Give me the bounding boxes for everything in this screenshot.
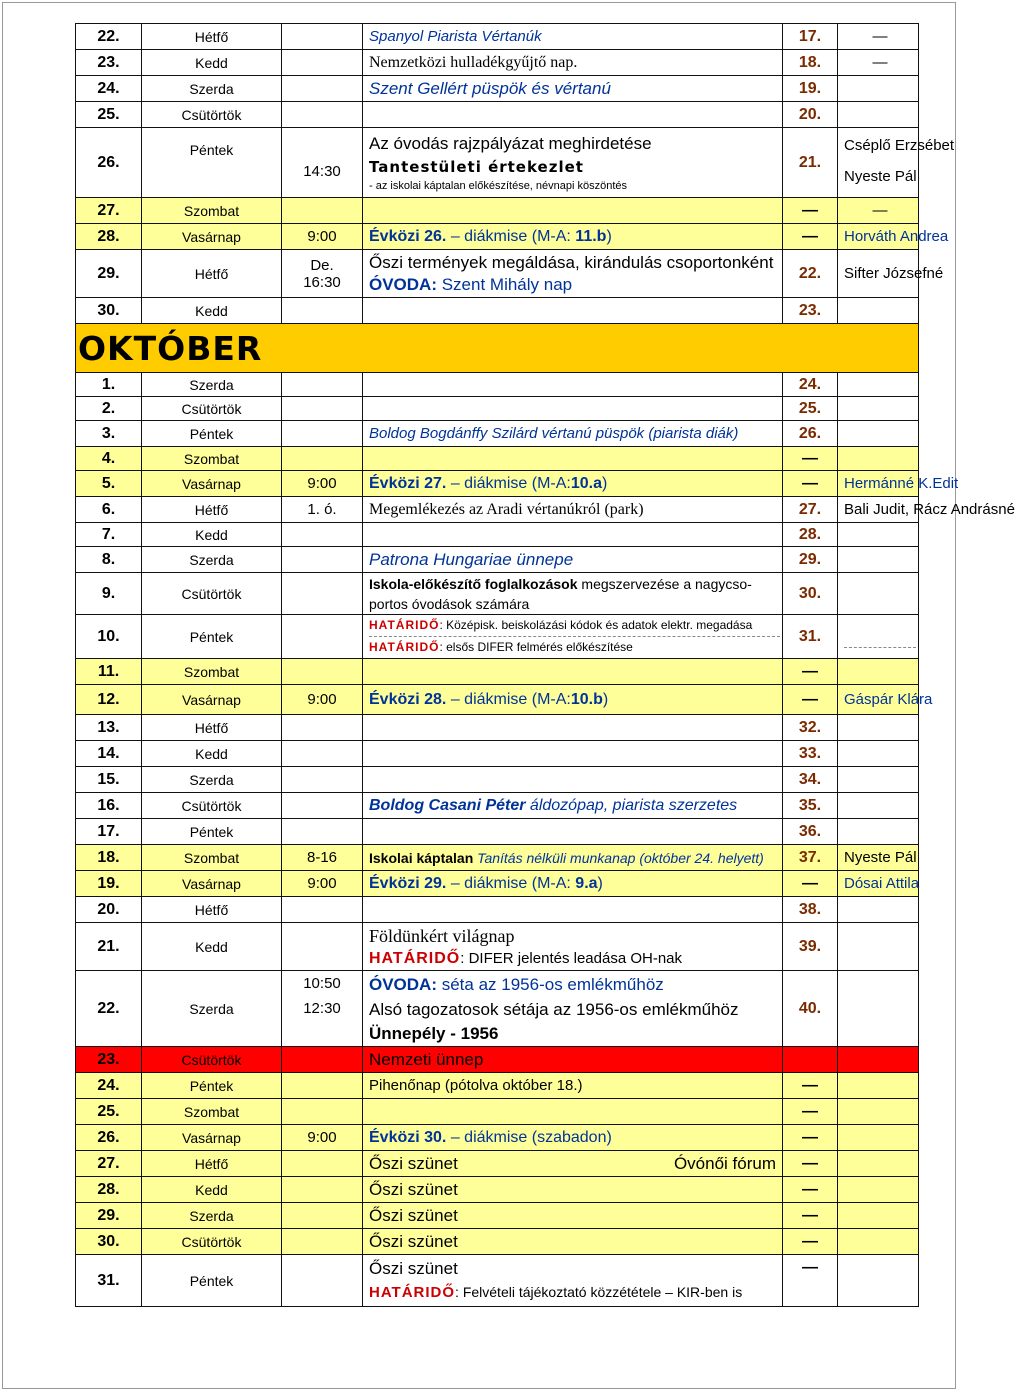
weekday: Csütörtök bbox=[142, 1047, 282, 1073]
week-number: — bbox=[783, 447, 838, 471]
table-row bbox=[76, 50, 919, 76]
weekday: Vasárnap bbox=[142, 471, 282, 497]
weekday: Szerda bbox=[142, 373, 282, 397]
week-number: 33. bbox=[783, 741, 838, 767]
day-number: 25. bbox=[76, 1099, 142, 1125]
table-row bbox=[76, 198, 919, 224]
day-number: 9. bbox=[76, 573, 142, 615]
day-number: 19. bbox=[76, 871, 142, 897]
week-number: 32. bbox=[783, 715, 838, 741]
event: Spanyol Piarista Vértanúk bbox=[363, 24, 783, 50]
week-number: — bbox=[783, 1203, 838, 1229]
week-number: — bbox=[783, 471, 838, 497]
table-row: 26. Vasárnap 9:00 Évközi 30. – diákmise (szabadon) — bbox=[76, 1125, 919, 1151]
weekday: Kedd bbox=[142, 923, 282, 971]
week-number: — bbox=[783, 1125, 838, 1151]
event: Őszi szünet bbox=[363, 1177, 783, 1203]
event: Őszi szünet bbox=[363, 1229, 783, 1255]
responsible: Nyeste Pál bbox=[838, 845, 919, 871]
day-number: 28. bbox=[76, 224, 142, 250]
table-row bbox=[76, 497, 919, 523]
event: Ünnepély - 1956 bbox=[369, 1023, 499, 1043]
event: Patrona Hungariae bbox=[369, 549, 512, 569]
day-number: 28. bbox=[76, 1177, 142, 1203]
day-number: 22. bbox=[76, 971, 142, 1047]
day-number: 27. bbox=[76, 1151, 142, 1177]
week-number: 28. bbox=[783, 523, 838, 547]
week-number: 36. bbox=[783, 819, 838, 845]
weekday: Kedd bbox=[142, 523, 282, 547]
week-number: 34. bbox=[783, 767, 838, 793]
week-number: — bbox=[783, 1151, 838, 1177]
day-number: 29. bbox=[76, 250, 142, 298]
weekday: Szombat bbox=[142, 845, 282, 871]
day-number: 2. bbox=[76, 397, 142, 421]
day-number: 25. bbox=[76, 102, 142, 128]
event-time: De. bbox=[310, 256, 334, 274]
table-row bbox=[76, 767, 919, 793]
table-row bbox=[76, 102, 919, 128]
table-row: 5. Vasárnap 9:00 Évközi 27. – diákmise (M-A:10.a) — Hermánné K.Edit bbox=[76, 471, 919, 497]
table-row: 12. Vasárnap 9:00 Évközi 28. – diákmise (M-A:10.b) — Gáspár Klára bbox=[76, 685, 919, 715]
mass-title: Évközi 30. bbox=[369, 1128, 447, 1146]
day-number: 21. bbox=[76, 923, 142, 971]
table-row bbox=[76, 523, 919, 547]
event: Megemlékezés az Aradi vértanúkról (park) bbox=[363, 497, 783, 523]
day-number: 1. bbox=[76, 373, 142, 397]
day-number: 4. bbox=[76, 447, 142, 471]
table-row bbox=[76, 373, 919, 397]
event-line: - az iskolai káptalan előkészítése, névnapi köszöntés bbox=[369, 179, 628, 192]
week-number: 38. bbox=[783, 897, 838, 923]
week-number: 21. bbox=[783, 128, 838, 198]
table-row: 9. Csütörtök Iskola-előkészítő foglalkozások megszervezése a nagycso- portos óvodások számára 30. bbox=[76, 573, 919, 615]
week-number: 18. bbox=[783, 50, 838, 76]
weekday: Vasárnap bbox=[142, 871, 282, 897]
table-row bbox=[76, 1203, 919, 1229]
weekday: Péntek bbox=[142, 421, 282, 447]
event: Őszi szünet bbox=[363, 1203, 783, 1229]
weekday: Szerda bbox=[142, 971, 282, 1047]
week-number: 40. bbox=[783, 971, 838, 1047]
weekday: Péntek bbox=[142, 1073, 282, 1099]
week-number: — bbox=[783, 224, 838, 250]
event-time: 14:30 bbox=[282, 128, 363, 198]
table-row bbox=[76, 397, 919, 421]
table-row: 22. Szerda 10:50 12:30 ÓVODA: séta az 1956-os emlékműhöz Alsó tagozatosok sétája az 1956-os emlékműhöz Ünnepély - 1956 40. bbox=[76, 971, 919, 1047]
responsible: — bbox=[838, 198, 919, 224]
day-number: 27. bbox=[76, 198, 142, 224]
event: Boldog Bogdánffy Szilárd vértanú püspök (piarista diák) bbox=[363, 421, 783, 447]
weekday: Csütörtök bbox=[142, 397, 282, 421]
day-number: 16. bbox=[76, 793, 142, 819]
weekday: Szombat bbox=[142, 447, 282, 471]
weekday: Vasárnap bbox=[142, 224, 282, 250]
week-number: — bbox=[783, 1229, 838, 1255]
week-number: — bbox=[783, 871, 838, 897]
weekday: Csütörtök bbox=[142, 793, 282, 819]
event: Alsó tagozatosok sétája az 1956-os emlékműhöz bbox=[369, 999, 739, 1019]
weekday: Hétfő bbox=[142, 497, 282, 523]
event-extra: Óvónői fórum bbox=[673, 1153, 776, 1173]
weekday: Vasárnap bbox=[142, 685, 282, 715]
day-number: 7. bbox=[76, 523, 142, 547]
event-time: 9:00 bbox=[282, 685, 363, 715]
weekday: Kedd bbox=[142, 50, 282, 76]
table-row bbox=[76, 1099, 919, 1125]
week-number: 37. bbox=[783, 845, 838, 871]
weekday: Csütörtök bbox=[142, 1229, 282, 1255]
event-time: 9:00 bbox=[282, 224, 363, 250]
responsible: — bbox=[838, 50, 919, 76]
event-time: 9:00 bbox=[282, 871, 363, 897]
table-row: 28. Vasárnap 9:00 Évközi 26. – diákmise (M-A: 11.b) — Horváth Andrea bbox=[76, 224, 919, 250]
week-number: 17. bbox=[783, 24, 838, 50]
responsible: Sifter Józsefné bbox=[838, 250, 919, 298]
event-time: 9:00 bbox=[282, 1125, 363, 1151]
table-row bbox=[76, 1229, 919, 1255]
table-row: 31. Péntek Őszi szünet HATÁRIDŐ: Felvételi tájékoztató közzététele – KIR-ben is — bbox=[76, 1255, 919, 1307]
mass-title: Évközi 28. bbox=[369, 690, 447, 708]
event-line: Az óvodás rajzpályázat meghirdetése bbox=[369, 133, 652, 153]
table-row bbox=[76, 250, 919, 298]
week-number: — bbox=[783, 1255, 838, 1307]
deadline-label: HATÁRIDŐ bbox=[369, 1284, 456, 1301]
weekday: Szerda bbox=[142, 1203, 282, 1229]
day-number: 23. bbox=[76, 1047, 142, 1073]
table-row bbox=[76, 421, 919, 447]
month-header bbox=[76, 324, 919, 373]
day-number: 26. bbox=[76, 1125, 142, 1151]
mass-title: Évközi 29. bbox=[369, 874, 447, 892]
week-number: 27. bbox=[783, 497, 838, 523]
table-row bbox=[76, 298, 919, 324]
week-number: 29. bbox=[783, 547, 838, 573]
day-number: 15. bbox=[76, 767, 142, 793]
table-row: 21. Kedd Földünkért világnap HATÁRIDŐ: DIFER jelentés leadása OH-nak 39. bbox=[76, 923, 919, 971]
event-time: 8-16 bbox=[282, 845, 363, 871]
responsible: Hermánné K.Edit bbox=[838, 471, 919, 497]
event: Boldog Casani Péter bbox=[369, 796, 526, 814]
day-number: 30. bbox=[76, 1229, 142, 1255]
event: Pihenőnap (pótolva október 18.) bbox=[363, 1073, 783, 1099]
day-number: 20. bbox=[76, 897, 142, 923]
week-number: — bbox=[783, 1177, 838, 1203]
week-number: 24. bbox=[783, 373, 838, 397]
weekday: Hétfő bbox=[142, 24, 282, 50]
event: Iskola-előkészítő foglalkozások bbox=[369, 575, 578, 592]
event: Nemzetközi hulladékgyűjtő nap. bbox=[363, 50, 783, 76]
table-row bbox=[76, 1073, 919, 1099]
mass-class: 11.b bbox=[575, 227, 607, 245]
day-number: 12. bbox=[76, 685, 142, 715]
weekday: Kedd bbox=[142, 741, 282, 767]
weekday: Péntek bbox=[142, 615, 282, 659]
mass-title: Évközi 26. bbox=[369, 227, 447, 245]
event-time: 10:50 bbox=[303, 975, 341, 992]
kindergarten-label: ÓVODA: bbox=[369, 974, 437, 994]
weekday: Péntek bbox=[142, 819, 282, 845]
table-row bbox=[76, 715, 919, 741]
day-number: 18. bbox=[76, 845, 142, 871]
weekday: Péntek bbox=[142, 128, 282, 198]
day-number: 17. bbox=[76, 819, 142, 845]
event-time: 1. ó. bbox=[282, 497, 363, 523]
day-number: 29. bbox=[76, 1203, 142, 1229]
week-number: — bbox=[783, 1073, 838, 1099]
weekday: Szombat bbox=[142, 659, 282, 685]
table-row bbox=[76, 659, 919, 685]
week-number: 31. bbox=[783, 615, 838, 659]
table-row: 19. Vasárnap 9:00 Évközi 29. – diákmise (M-A: 9.a) — Dósai Attila bbox=[76, 871, 919, 897]
weekday: Hétfő bbox=[142, 897, 282, 923]
week-number: 35. bbox=[783, 793, 838, 819]
table-row bbox=[76, 76, 919, 102]
responsible: — bbox=[838, 24, 919, 50]
day-number: 24. bbox=[76, 76, 142, 102]
event: Földünkért világnap bbox=[369, 925, 515, 946]
weekday: Hétfő bbox=[142, 250, 282, 298]
event-time: 16:30 bbox=[303, 273, 341, 291]
table-row bbox=[76, 447, 919, 471]
weekday: Szombat bbox=[142, 1099, 282, 1125]
day-number: 8. bbox=[76, 547, 142, 573]
deadline-label: HATÁRIDŐ bbox=[369, 640, 440, 654]
table-row bbox=[76, 897, 919, 923]
responsible: Cséplő Erzsébet bbox=[844, 136, 955, 154]
week-number: 20. bbox=[783, 102, 838, 128]
weekday: Vasárnap bbox=[142, 1125, 282, 1151]
table-row bbox=[76, 1177, 919, 1203]
table-row bbox=[76, 741, 919, 767]
weekday: Csütörtök bbox=[142, 102, 282, 128]
event-line: Őszi termények megáldása, kirándulás csoportonként bbox=[369, 252, 774, 272]
weekday: Kedd bbox=[142, 298, 282, 324]
weekday: Hétfő bbox=[142, 1151, 282, 1177]
week-number: — bbox=[783, 1099, 838, 1125]
day-number: 30. bbox=[76, 298, 142, 324]
mass-title: Évközi 27. bbox=[369, 474, 447, 492]
mass-desc: – diákmise (M-A: bbox=[446, 227, 576, 245]
table-row: 8. Szerda Patrona Hungariae ünnepe 29. bbox=[76, 547, 919, 573]
day-number: 14. bbox=[76, 741, 142, 767]
table-row bbox=[76, 24, 919, 50]
responsible: Dósai Attila bbox=[838, 871, 919, 897]
kindergarten-label: ÓVODA: bbox=[369, 274, 437, 294]
day-number: 5. bbox=[76, 471, 142, 497]
responsible: Nyeste Pál bbox=[844, 167, 917, 185]
table-row bbox=[76, 128, 919, 198]
event-line: Tantestületi értekezlet bbox=[369, 157, 584, 176]
weekday: Kedd bbox=[142, 1177, 282, 1203]
week-number: — bbox=[783, 685, 838, 715]
day-number: 24. bbox=[76, 1073, 142, 1099]
event: Iskolai káptalan bbox=[369, 849, 474, 866]
day-number: 23. bbox=[76, 50, 142, 76]
table-row: 18. Szombat 8-16 Iskolai káptalan Tanítás nélküli munkanap (október 24. helyett) 37. Nyeste Pál bbox=[76, 845, 919, 871]
weekday: Hétfő bbox=[142, 715, 282, 741]
day-number: 6. bbox=[76, 497, 142, 523]
week-number: 26. bbox=[783, 421, 838, 447]
weekday: Szerda bbox=[142, 76, 282, 102]
table-row bbox=[76, 1151, 919, 1177]
deadline-label: HATÁRIDŐ bbox=[369, 949, 461, 967]
table-row bbox=[76, 1047, 919, 1073]
responsible: Gáspár Klára bbox=[838, 685, 919, 715]
event-line: Szent Mihály nap bbox=[437, 274, 573, 294]
weekday: Péntek bbox=[142, 1255, 282, 1307]
weekday: Szerda bbox=[142, 767, 282, 793]
responsible: Bali Judit, Rácz Andrásné bbox=[838, 497, 919, 523]
event: Őszi szünet bbox=[369, 1259, 458, 1278]
month-title: OKTÓBER bbox=[76, 324, 919, 373]
table-row: 16. Csütörtök Boldog Casani Péter áldozópap, piarista szerzetes 35. bbox=[76, 793, 919, 819]
week-number: 30. bbox=[783, 573, 838, 615]
week-number: 22. bbox=[783, 250, 838, 298]
calendar-table bbox=[75, 23, 1015, 1307]
week-number: — bbox=[783, 198, 838, 224]
weekday: Szerda bbox=[142, 547, 282, 573]
deadline-label: HATÁRIDŐ bbox=[369, 618, 440, 632]
event-time: 9:00 bbox=[282, 471, 363, 497]
week-number: 39. bbox=[783, 923, 838, 971]
event-time: 12:30 bbox=[303, 1000, 341, 1017]
day-number: 3. bbox=[76, 421, 142, 447]
week-number: 25. bbox=[783, 397, 838, 421]
day-number: 22. bbox=[76, 24, 142, 50]
table-row bbox=[76, 819, 919, 845]
responsible: Horváth Andrea bbox=[838, 224, 919, 250]
week-number: 23. bbox=[783, 298, 838, 324]
day-number: 10. bbox=[76, 615, 142, 659]
day-number: 11. bbox=[76, 659, 142, 685]
event: Őszi szünet bbox=[369, 1153, 458, 1173]
day-number: 26. bbox=[76, 128, 142, 198]
day-number: 13. bbox=[76, 715, 142, 741]
event: Szent Gellért püspök és vértanú bbox=[363, 76, 783, 102]
week-number: — bbox=[783, 659, 838, 685]
day-number: 31. bbox=[76, 1255, 142, 1307]
table-row: 10. Péntek HATÁRIDŐ: Középisk. beiskolázási kódok és adatok elektr. megadása HATÁRIDŐ: elsős DIFER felmérés előkészítése 31. bbox=[76, 615, 919, 659]
weekday: Szombat bbox=[142, 198, 282, 224]
week-number: 19. bbox=[783, 76, 838, 102]
weekday: Csütörtök bbox=[142, 573, 282, 615]
event: Nemzeti ünnep bbox=[363, 1047, 783, 1073]
